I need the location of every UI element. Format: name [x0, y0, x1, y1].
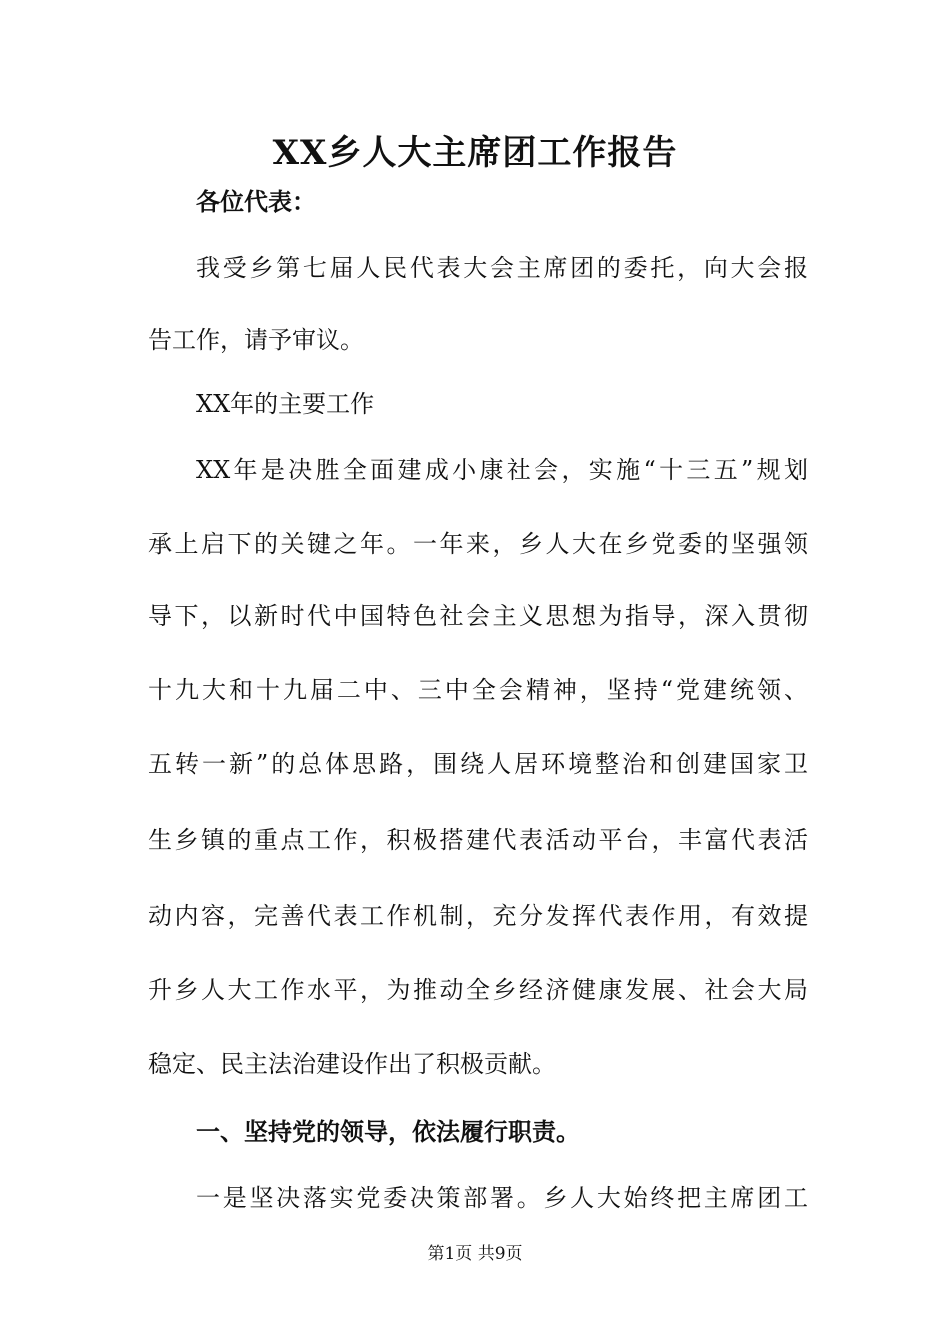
paragraph-line: 稳定、民主法治建设作出了积极贡献。 — [148, 1050, 556, 1078]
section-heading: 一、坚持党的领导，依法履行职责。 — [196, 1118, 580, 1146]
salutation: 各位代表： — [196, 188, 316, 216]
document-title: XX乡人大主席团工作报告 — [272, 133, 678, 173]
paragraph-line: 一是坚决落实党委决策部署。乡人大始终把主席团工 — [196, 1184, 808, 1212]
paragraph-line: 十九大和十九届二中、三中全会精神，坚持“党建统领、 — [148, 676, 808, 704]
paragraph-line: XX年是决胜全面建成小康社会，实施“十三五”规划 — [196, 456, 808, 484]
page-number-footer: 第1页 共9页 — [427, 1244, 523, 1264]
paragraph-line: 动内容，完善代表工作机制，充分发挥代表作用，有效提 — [148, 902, 808, 930]
paragraph-line: 五转一新”的总体思路，围绕人居环境整治和创建国家卫 — [148, 750, 808, 778]
paragraph-line: 承上启下的关键之年。一年来，乡人大在乡党委的坚强领 — [148, 530, 808, 558]
paragraph-line: 告工作，请予审议。 — [148, 326, 364, 354]
paragraph-line: 升乡人大工作水平，为推动全乡经济健康发展、社会大局 — [148, 976, 808, 1004]
paragraph-line: 生乡镇的重点工作，积极搭建代表活动平台，丰富代表活 — [148, 826, 808, 854]
paragraph-line: 我受乡第七届人民代表大会主席团的委托，向大会报 — [196, 254, 808, 282]
paragraph-line: 导下，以新时代中国特色社会主义思想为指导，深入贯彻 — [148, 602, 808, 630]
section-subtitle: XX年的主要工作 — [196, 390, 375, 418]
